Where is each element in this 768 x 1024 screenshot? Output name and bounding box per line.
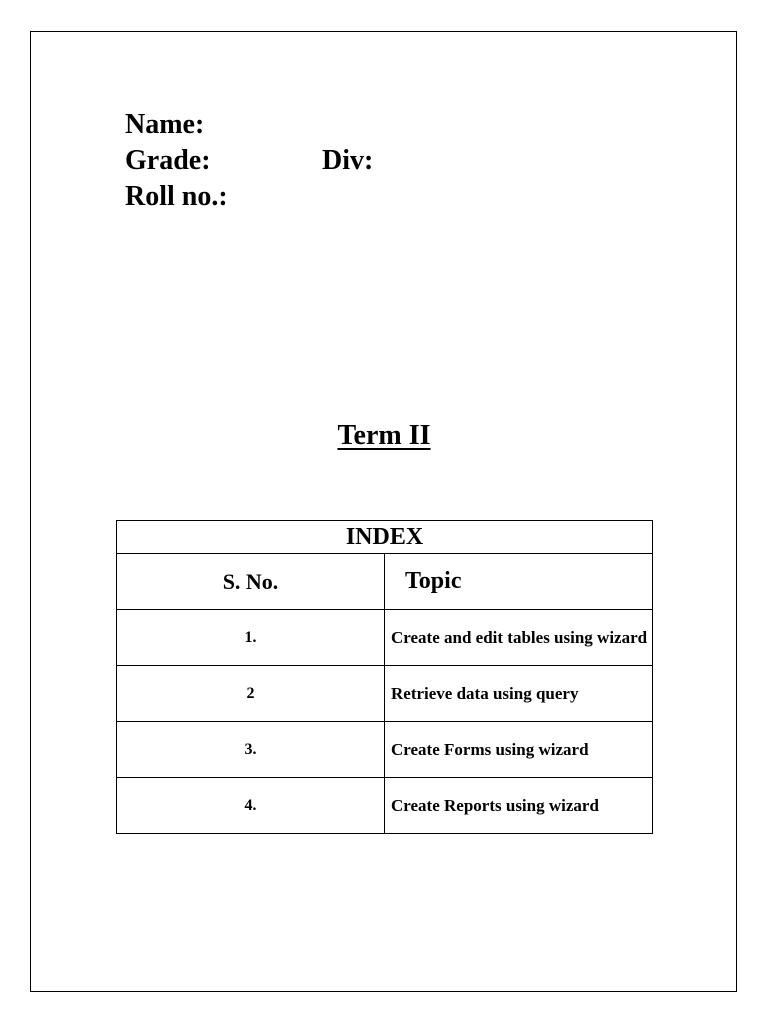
table-row — [117, 778, 653, 834]
table-row — [117, 666, 653, 722]
row-topic: Retrieve data using query — [385, 666, 653, 722]
roll-no-label: Roll no.: — [125, 181, 228, 212]
index-table — [116, 520, 653, 834]
row-sno: 2 — [117, 666, 385, 722]
term-heading-text: Term II — [337, 420, 431, 451]
column-header-topic: Topic — [385, 554, 653, 610]
div-label: Div: — [322, 145, 374, 176]
row-sno: 3. — [117, 722, 385, 778]
row-sno: 4. — [117, 778, 385, 834]
row-topic: Create Reports using wizard — [385, 778, 653, 834]
index-title: INDEX — [117, 521, 653, 554]
table-row — [117, 722, 653, 778]
term-heading — [0, 420, 768, 452]
row-sno: 1. — [117, 610, 385, 666]
column-header-sno: S. No. — [117, 554, 385, 610]
row-topic: Create and edit tables using wizard — [385, 610, 653, 666]
grade-label: Grade: — [125, 145, 211, 176]
row-topic: Create Forms using wizard — [385, 722, 653, 778]
name-label: Name: — [125, 109, 205, 140]
table-row — [117, 610, 653, 666]
